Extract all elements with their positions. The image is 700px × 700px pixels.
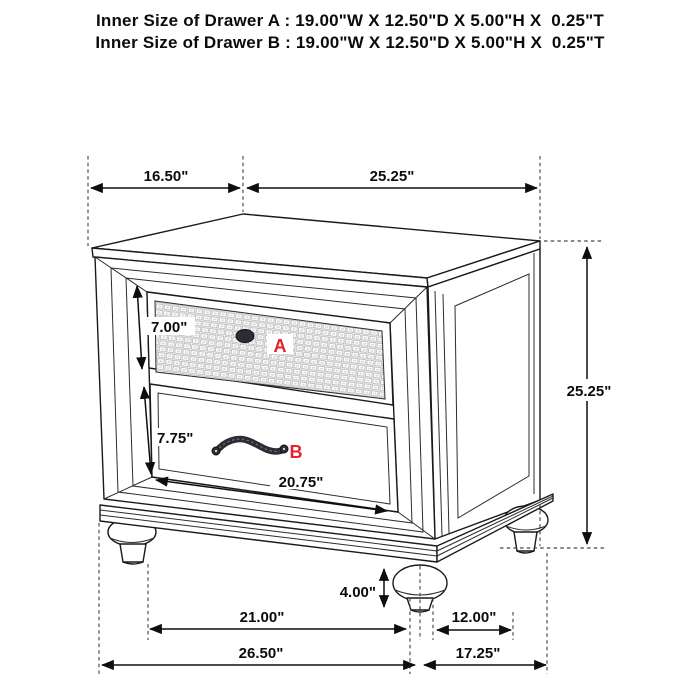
dim-overall-depth [424, 645, 546, 665]
dim-overall-width [102, 645, 415, 665]
dim-overall-depth-label: 17.25" [455, 645, 501, 662]
dim-top-depth-label: 16.50" [143, 168, 189, 185]
drawer-b-label: B [289, 442, 303, 462]
header-line-drawer-b: Inner Size of Drawer B : 19.00"W X 12.50"D X 5.00"H X 0.25"T [95, 33, 605, 52]
dim-side-leg-span-label: 12.00" [451, 609, 497, 626]
dim-leg-height [340, 569, 384, 607]
dim-drawer-b-height-label: 7.75" [157, 430, 194, 447]
dim-overall-width-label: 26.50" [238, 645, 284, 662]
dim-front-leg-span-label: 21.00" [239, 609, 285, 626]
dim-drawer-b-width-label: 20.75" [278, 474, 324, 491]
dim-side-leg-span [437, 609, 511, 630]
drawer-a-knob [236, 330, 254, 343]
header-line-drawer-a: Inner Size of Drawer A : 19.00"W X 12.50"D X 5.00"H X 0.25"T [95, 11, 605, 30]
dim-top-depth [91, 168, 240, 188]
right-side-panel [428, 249, 540, 539]
drawer-a-label: A [273, 336, 287, 356]
dim-top-width-label: 25.25" [369, 168, 415, 185]
dim-front-leg-span [150, 609, 406, 629]
dim-top-width [247, 168, 537, 188]
nightstand-drawing [92, 214, 553, 612]
dim-drawer-a-height-label: 7.00" [151, 319, 188, 336]
dim-leg-height-label: 4.00" [339, 584, 376, 601]
dim-overall-height-label: 25.25" [566, 383, 612, 400]
